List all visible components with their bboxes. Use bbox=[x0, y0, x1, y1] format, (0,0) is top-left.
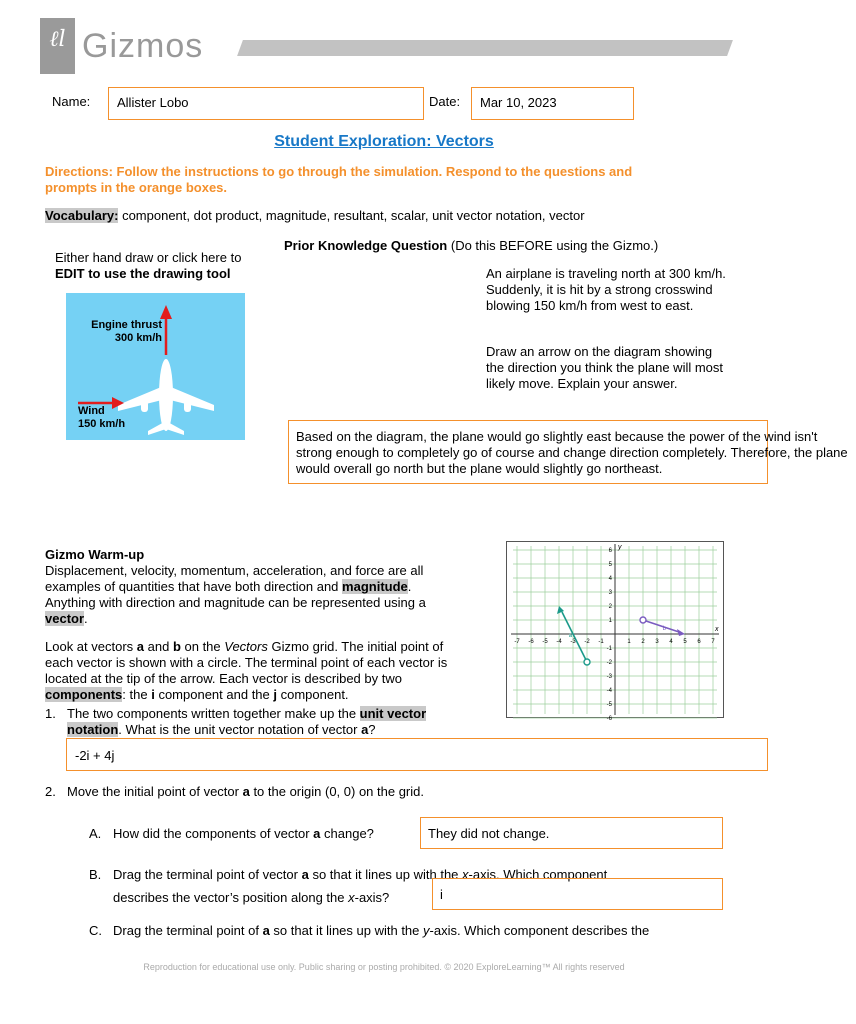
q2-b-answer-box[interactable] bbox=[432, 878, 723, 910]
draw-hint[interactable] bbox=[55, 250, 275, 281]
y-tick-label: 2 bbox=[608, 604, 612, 610]
x-tick-label: 3 bbox=[655, 639, 659, 645]
name-value: Allister Lobo bbox=[117, 95, 189, 110]
warmup-para1: Displacement, velocity, momentum, acceleration, and force are all examples of quantities that have both direction and magnitude. Anything with direction and magnitude can be represented using a vector. bbox=[45, 563, 426, 626]
x-tick-label: -4 bbox=[556, 639, 562, 645]
vector-a bbox=[562, 612, 587, 662]
date-value: Mar 10, 2023 bbox=[480, 95, 557, 110]
warmup-section bbox=[45, 547, 455, 703]
x-tick-label: 2 bbox=[641, 639, 645, 645]
q1-answer-box[interactable] bbox=[66, 738, 768, 771]
x-tick-label: 5 bbox=[683, 639, 687, 645]
name-field[interactable] bbox=[108, 87, 424, 120]
y-tick-label: 5 bbox=[608, 562, 612, 568]
q1-answer: -2i + 4j bbox=[75, 748, 115, 763]
x-tick-label: -5 bbox=[542, 639, 548, 645]
x-tick-label: 1 bbox=[627, 639, 631, 645]
wind-label-line1: Wind bbox=[78, 405, 105, 417]
vocabulary-label: Vocabulary: bbox=[45, 208, 119, 223]
vocabulary bbox=[45, 208, 745, 224]
x-axis-label: x bbox=[715, 626, 719, 633]
wind-label bbox=[78, 405, 125, 431]
x-tick-label: -7 bbox=[514, 639, 520, 645]
q1-number: 1. bbox=[45, 706, 56, 721]
y-tick-label: 6 bbox=[608, 548, 612, 554]
term-magnitude: magnitude bbox=[342, 579, 408, 594]
date-field[interactable] bbox=[471, 87, 634, 120]
x-tick-label: -6 bbox=[528, 639, 534, 645]
vector-grid[interactable] bbox=[506, 541, 724, 722]
prior-heading: Prior Knowledge Question bbox=[284, 238, 448, 253]
q2-c: C. Drag the terminal point of a so that it lines up with the y-axis. Which component describes the bbox=[89, 923, 650, 938]
y-tick-label: -3 bbox=[606, 674, 612, 680]
q2-a-answer-box[interactable] bbox=[420, 817, 723, 849]
term-vector: vector bbox=[45, 611, 85, 626]
airplane-diagram[interactable] bbox=[66, 293, 245, 440]
x-tick-label: -1 bbox=[598, 639, 604, 645]
thrust-label bbox=[84, 319, 162, 345]
x-tick-label: 4 bbox=[669, 639, 673, 645]
y-tick-label: -2 bbox=[606, 660, 612, 666]
y-tick-label: -6 bbox=[606, 716, 612, 722]
x-tick-label: 6 bbox=[697, 639, 701, 645]
vector-a-label: a bbox=[568, 633, 573, 639]
y-tick-label: 1 bbox=[608, 618, 612, 624]
date-label: Date: bbox=[429, 94, 461, 109]
y-tick-label: 4 bbox=[608, 576, 612, 582]
question-1: 1. The two components written together make up the unit vector notation. What is the unit vector notation of vector a? bbox=[45, 706, 427, 737]
header-bar bbox=[237, 40, 733, 56]
q2-a: A. How did the components of vector a change? bbox=[89, 826, 374, 841]
y-tick-label: -4 bbox=[606, 688, 612, 694]
q2-b: B. Drag the terminal point of vector a so that it lines up with the x-axis. Which component describes the vector’s position along the x-axis? bbox=[89, 867, 608, 905]
thrust-label-line1: Engine thrust bbox=[91, 319, 162, 331]
vector-b-initial-point bbox=[640, 617, 646, 623]
gizmos-logo-icon: ℓl bbox=[49, 27, 66, 52]
y-axis-label: y bbox=[618, 544, 622, 551]
prior-para2: Draw an arrow on the diagram showing the direction you think the plane will most likely move. Explain your answer. bbox=[486, 344, 724, 391]
vocabulary-terms: component, dot product, magnitude, resultant, scalar, unit vector notation, vector bbox=[118, 208, 585, 223]
y-tick-label: -5 bbox=[606, 702, 612, 708]
name-label: Name: bbox=[52, 94, 91, 109]
draw-hint-line1: Either hand draw or click here to bbox=[55, 250, 242, 265]
vector-a-initial-point bbox=[584, 659, 590, 665]
q2-b-answer: i bbox=[440, 887, 443, 902]
prior-answer: Based on the diagram, the plane would go slightly east because the power of the wind isn't strong enough to completely go of course and change direction completely. Therefore, the plane would overall go north but the plane would slightly go northeast. bbox=[296, 429, 848, 476]
brand-title: Gizmos bbox=[82, 27, 204, 65]
x-tick-label: -3 bbox=[570, 639, 576, 645]
vector-b-label: b bbox=[662, 626, 666, 632]
grid-svg bbox=[507, 542, 723, 722]
prior-answer-box[interactable] bbox=[288, 420, 848, 484]
vector-b-arrowhead bbox=[677, 629, 685, 636]
directions: Directions: Follow the instructions to go through the simulation. Respond to the questions and prompts in the orange boxes. bbox=[45, 164, 633, 195]
prior-para1: An airplane is traveling north at 300 km/h. Suddenly, it is hit by a strong crosswind blowing 150 km/h from west to east. bbox=[486, 266, 726, 313]
draw-hint-line2: EDIT to use the drawing tool bbox=[55, 266, 231, 281]
q2-number: 2. bbox=[45, 784, 56, 799]
x-tick-label: -2 bbox=[584, 639, 590, 645]
q2-a-answer: They did not change. bbox=[428, 826, 550, 841]
warmup-heading: Gizmo Warm-up bbox=[45, 547, 145, 562]
warmup-para2: Look at vectors a and b on the Vectors Gizmo grid. The initial point of each vector is shown with a circle. The terminal point of each vector is located at the tip of the arrow. Each vector is described by two components: the i component and the j component. bbox=[45, 639, 448, 702]
prior-note: (Do this BEFORE using the Gizmo.) bbox=[447, 238, 659, 253]
wind-label-line2: 150 km/h bbox=[78, 418, 126, 430]
vector-b bbox=[643, 620, 679, 632]
page-title: Student Exploration: Vectors bbox=[274, 133, 494, 150]
term-components: components bbox=[45, 687, 123, 702]
footer: Reproduction for educational use only. Public sharing or posting prohibited. © 2020 ExploreLearning™ All rights reserved bbox=[143, 962, 625, 972]
question-2: 2. Move the initial point of vector a to the origin (0, 0) on the grid. bbox=[45, 784, 424, 799]
y-tick-label: -1 bbox=[606, 646, 612, 652]
prior-knowledge-heading bbox=[284, 238, 754, 254]
y-tick-label: 3 bbox=[608, 590, 612, 596]
x-tick-label: 7 bbox=[711, 639, 715, 645]
thrust-label-line2: 300 km/h bbox=[114, 332, 162, 344]
